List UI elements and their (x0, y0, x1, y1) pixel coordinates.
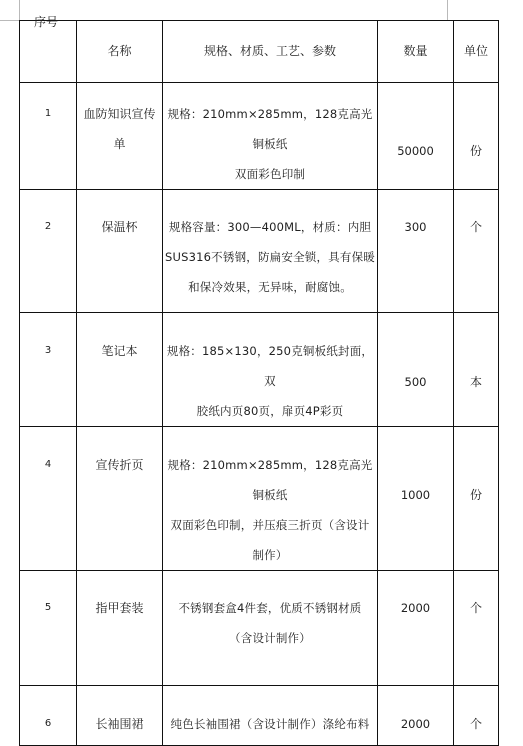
row-unit: 个 (469, 717, 482, 731)
cell-qty (378, 686, 454, 746)
cell-spec (163, 686, 378, 746)
name-line: 指甲套装 (95, 601, 144, 615)
header-name-label: 名称 (107, 44, 132, 58)
header-cell-name (77, 21, 163, 83)
row-qty: 2000 (400, 601, 431, 615)
spec-line: 双面彩色印制，并压痕三折页（含设计 (170, 518, 370, 532)
table-row (20, 83, 499, 190)
cell-no (20, 190, 77, 313)
corner-mark-left (19, 0, 20, 20)
cell-qty (378, 190, 454, 313)
header-no-label: 序号 (34, 15, 59, 29)
row-qty: 1000 (400, 488, 431, 502)
header-cell-spec (163, 21, 378, 83)
row-qty: 2000 (400, 717, 431, 731)
row-qty: 50000 (397, 144, 434, 158)
cell-name (77, 686, 163, 746)
name-line: 单 (113, 137, 126, 151)
spec-line: 规格：185×130，250克铜板纸封面，双 (166, 344, 374, 388)
spec-line: 纯色长袖围裙（含设计制作）涤纶布料 (170, 717, 370, 731)
row-unit: 个 (469, 220, 482, 234)
cell-no (20, 686, 77, 746)
cell-name (77, 427, 163, 571)
cell-spec (163, 427, 378, 571)
table-row (20, 313, 499, 427)
row-no: 1 (44, 108, 52, 119)
corner-mark-left-h (0, 20, 19, 21)
cell-unit (454, 83, 499, 190)
cell-unit (454, 313, 499, 427)
spec-line: 规格：210mm×285mm，128克高光铜板纸 (167, 458, 373, 502)
cell-name (77, 190, 163, 313)
spec-line: （含设计制作） (229, 631, 311, 645)
cell-qty (378, 83, 454, 190)
header-qty-label: 数量 (403, 44, 428, 58)
row-no: 6 (44, 718, 52, 729)
row-no: 3 (44, 345, 52, 356)
table-row (20, 427, 499, 571)
row-unit: 个 (469, 601, 482, 615)
cell-unit (454, 190, 499, 313)
table-row (20, 571, 499, 686)
header-cell-qty (378, 21, 454, 83)
row-qty: 300 (404, 220, 427, 234)
cell-no (20, 427, 77, 571)
table-row (20, 190, 499, 313)
name-line: 血防知识宣传 (83, 107, 156, 121)
spec-line: 胶纸内页80页，扉页4P彩页 (196, 404, 344, 418)
cell-spec (163, 571, 378, 686)
cell-qty (378, 427, 454, 571)
cell-no (20, 83, 77, 190)
cell-qty (378, 313, 454, 427)
cell-unit (454, 686, 499, 746)
name-line: 保温杯 (101, 220, 138, 234)
cell-name (77, 83, 163, 190)
table-row (20, 686, 499, 746)
item-table (19, 15, 499, 746)
cell-name (77, 313, 163, 427)
spec-line: 规格：210mm×285mm，128克高光铜板纸 (167, 107, 373, 151)
row-unit: 份 (469, 488, 482, 502)
name-line: 长袖围裙 (95, 717, 144, 731)
corner-mark-right (447, 0, 448, 20)
cell-qty (378, 571, 454, 686)
cell-unit (454, 427, 499, 571)
cell-spec (163, 190, 378, 313)
table-header-row (20, 21, 499, 83)
header-spec-label: 规格、材质、工艺、参数 (203, 44, 336, 58)
cell-spec (163, 83, 378, 190)
row-qty: 500 (404, 375, 427, 389)
header-cell-no (20, 15, 77, 83)
row-no: 2 (44, 221, 52, 232)
cell-name (77, 571, 163, 686)
row-unit: 本 (469, 375, 482, 389)
spec-line: SUS316不锈钢，防扁安全锁，具有保暖 (165, 250, 375, 264)
spec-line: 双面彩色印制 (234, 167, 306, 181)
spec-line: 不锈钢套盒4件套，优质不锈钢材质 (178, 601, 362, 615)
cell-no (20, 571, 77, 686)
name-line: 笔记本 (101, 344, 138, 358)
row-unit: 份 (469, 144, 482, 158)
header-unit-label: 单位 (463, 44, 488, 58)
row-no: 5 (44, 602, 52, 613)
name-line: 宣传折页 (95, 458, 144, 472)
row-no: 4 (44, 459, 52, 470)
header-cell-unit (454, 21, 499, 83)
cell-spec (163, 313, 378, 427)
cell-no (20, 313, 77, 427)
cell-unit (454, 571, 499, 686)
spec-line: 和保冷效果，无异味，耐腐蚀。 (188, 280, 352, 294)
spec-line: 制作） (252, 548, 288, 562)
spec-line: 规格容量：300—400ML，材质：内胆 (168, 220, 372, 234)
